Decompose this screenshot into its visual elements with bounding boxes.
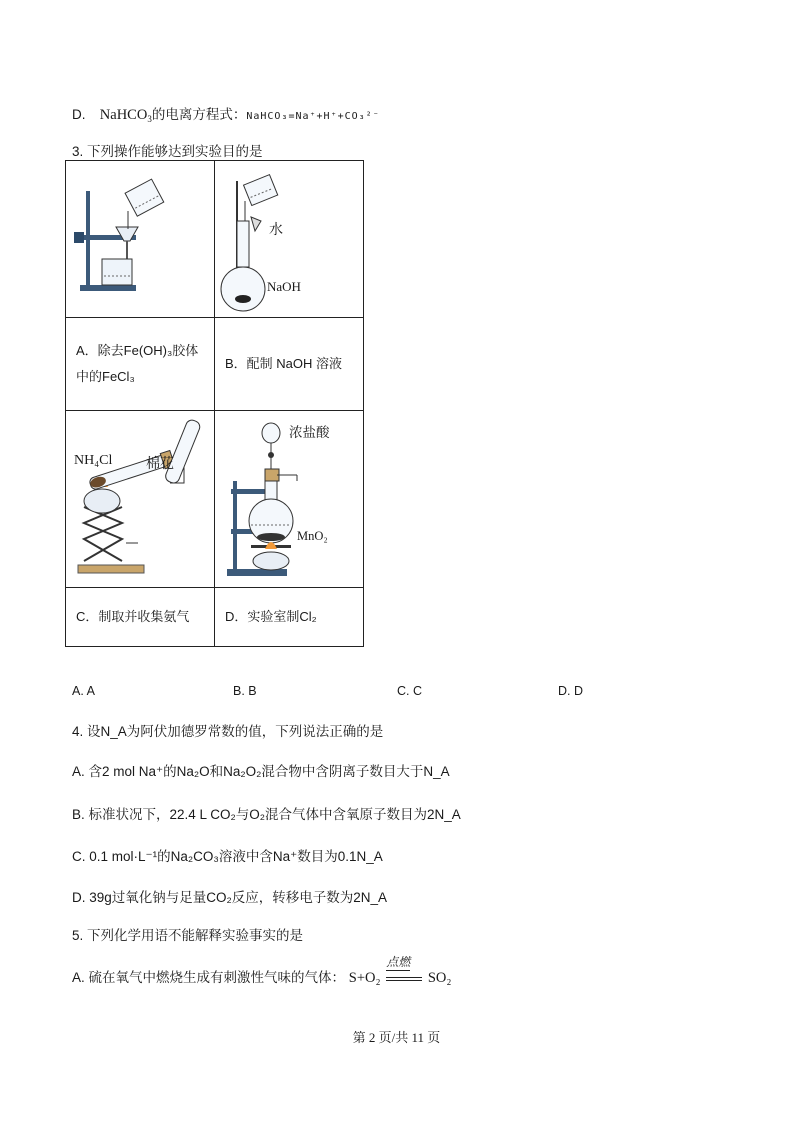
q3-figure-table [65, 160, 364, 647]
page-footer: 第 2 页/共 11 页 [352, 1030, 441, 1045]
q5-option-a[interactable] [72, 955, 452, 987]
ionization-equation: NaHCO₃=Na⁺+H⁺+CO₃²⁻ [246, 111, 380, 122]
q2-option-d [72, 103, 380, 124]
figure-c-cell [66, 411, 215, 588]
q5-option-a-text: A. 硫在氧气中燃烧生成有刺激性气味的气体： [72, 970, 346, 985]
nh4cl-label: NH₄Cl [74, 453, 113, 468]
figure-d-cell [215, 411, 364, 588]
formula: NaHCO$_3$ [99, 107, 152, 124]
naoh-label: NaOH [267, 279, 301, 294]
caption-a-line2: 中的FeCl₃ [76, 369, 135, 384]
q5-stem: 5. 下列化学用语不能解释实验事实的是 [72, 928, 304, 943]
conc-hcl-label: 浓盐酸 [289, 425, 330, 441]
option-letter: D. [72, 107, 86, 122]
q4-option-b[interactable]: B. 标准状况下，22.4 L CO₂与O₂混合气体中含氧原子数目为2N_A [72, 807, 461, 822]
choice-a[interactable]: A. A [72, 684, 95, 698]
choice-c[interactable]: C. C [397, 684, 422, 698]
water-label: 水 [269, 222, 283, 238]
caption-a-line1: A．除去Fe(OH)₃胶体 [76, 343, 199, 358]
equation-right: SO₂ [427, 970, 452, 986]
choice-d[interactable]: D. D [558, 684, 583, 698]
equation-left: S+O₂ [348, 970, 381, 986]
q4-option-d[interactable]: D. 39g过氧化钠与足量CO₂反应，转移电子数为2N_A [72, 890, 388, 905]
ammonia-apparatus-image [66, 411, 214, 587]
q3-stem: 3. 下列操作能够达到实验目的是 [72, 144, 263, 159]
option-text: 的电离方程式： [151, 107, 247, 123]
caption-b: B．配制 NaOH 溶液 [215, 318, 364, 411]
reaction-arrow [384, 955, 424, 987]
figure-b-cell [215, 161, 364, 318]
q4-stem: 4. 设N_A为阿伏加德罗常数的值，下列说法正确的是 [72, 724, 384, 739]
reaction-condition: 点燃 [386, 955, 411, 969]
caption-c: C．制取并收集氨气 [66, 588, 215, 647]
mno2-label: MnO₂ [297, 529, 328, 543]
caption-a [66, 318, 215, 411]
q4-option-a[interactable]: A. 含2 mol Na⁺的Na₂O和Na₂O₂混合物中含阴离子数目大于N_A [72, 764, 450, 779]
q4-option-c[interactable]: C. 0.1 mol·L⁻¹的Na₂CO₃溶液中含Na⁺数目为0.1N_A [72, 849, 383, 864]
combustion-equation [348, 955, 452, 987]
figure-a-cell [66, 161, 215, 318]
choice-b[interactable]: B. B [233, 684, 257, 698]
filtration-apparatus-image [66, 161, 214, 317]
caption-d: D．实验室制Cl₂ [215, 588, 364, 647]
cotton-label: 棉花 [146, 456, 174, 472]
